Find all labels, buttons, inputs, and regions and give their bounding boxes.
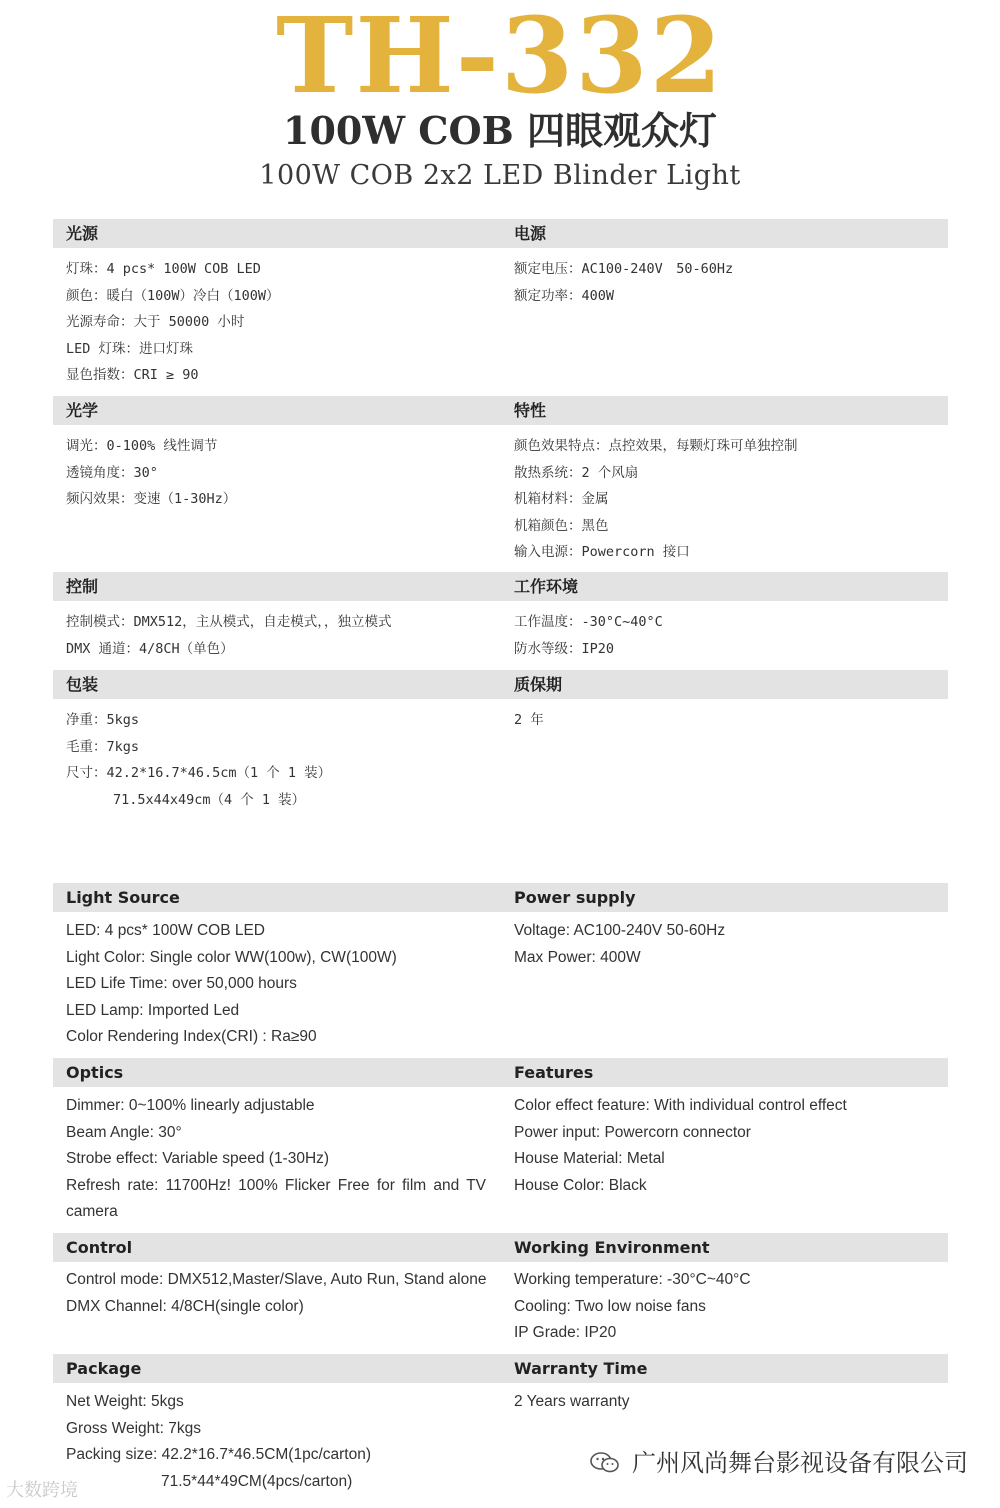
spec-item: IP Grade: IP20 bbox=[514, 1324, 617, 1341]
spec-item: Dimmer: 0~100% linearly adjustable bbox=[66, 1097, 315, 1114]
section-title: 质保期 bbox=[514, 675, 563, 694]
spec-item: 颜色效果特点：点控效果，每颗灯珠可单独控制 bbox=[514, 438, 798, 454]
section-header-light-source-power-en bbox=[53, 883, 948, 912]
wechat-icon bbox=[590, 1452, 626, 1476]
spec-item: 71.5x44x49cm（4 个 1 装） bbox=[113, 791, 306, 808]
spec-list-light-source-en bbox=[66, 918, 397, 1051]
spec-item: LED Life Time: over 50,000 hours bbox=[66, 975, 297, 992]
section-title: 光源 bbox=[66, 224, 99, 243]
spec-item: 尺寸：42.2*16.7*46.5cm（1 个 1 装） bbox=[66, 765, 332, 782]
spec-item: 机箱材料：金属 bbox=[514, 491, 609, 508]
spec-list-package-cn bbox=[66, 707, 331, 813]
spec-item: Color effect feature: With individual control effect bbox=[514, 1097, 847, 1114]
section-title: Optics bbox=[66, 1063, 124, 1082]
spec-list-warranty-en bbox=[514, 1389, 629, 1416]
spec-list-control-cn bbox=[66, 609, 392, 662]
spec-item: Control mode: DMX512,Master/Slave, Auto Run, Stand alone bbox=[66, 1271, 487, 1288]
section-title: Control bbox=[66, 1238, 133, 1257]
spec-list-warranty-cn bbox=[514, 707, 544, 734]
spec-item: 显色指数：CRI ≥ 90 bbox=[66, 367, 199, 384]
spec-item: Packing size: 42.2*16.7*46.5CM(1pc/carton) bbox=[66, 1446, 371, 1463]
spec-list-environment-cn bbox=[514, 609, 663, 662]
spec-item: DMX 通道：4/8CH（单色） bbox=[66, 640, 234, 657]
spec-list-power-cn bbox=[514, 256, 733, 309]
spec-item: 2 年 bbox=[514, 712, 544, 728]
spec-item: Max Power: 400W bbox=[514, 948, 641, 966]
section-title: 控制 bbox=[66, 577, 99, 596]
spec-item: 控制模式：DMX512，主从模式，自走模式，，独立模式 bbox=[66, 614, 392, 630]
spec-item: LED 灯珠：进口灯珠 bbox=[66, 340, 194, 357]
section-title: 特性 bbox=[514, 401, 547, 420]
section-title: 光学 bbox=[66, 401, 99, 420]
spec-item: 调光：0-100% 线性调节 bbox=[66, 438, 218, 454]
section-header-optics-features-en bbox=[53, 1058, 948, 1087]
spec-item: 灯珠：4 pcs* 100W COB LED bbox=[66, 261, 261, 277]
company-footer bbox=[590, 1448, 968, 1479]
section-title: Working Environment bbox=[514, 1238, 710, 1257]
spec-item: Gross Weight: 7kgs bbox=[66, 1419, 201, 1437]
spec-item: Working temperature: -30°C~40°C bbox=[514, 1271, 751, 1288]
section-header-package-warranty-en bbox=[53, 1354, 948, 1383]
product-title-en: 100W COB 2x2 LED Blinder Light bbox=[259, 160, 741, 191]
spec-item: 频闪效果：变速（1-30Hz） bbox=[66, 491, 237, 508]
spec-item: Strobe effect: Variable speed (1-30Hz) bbox=[66, 1150, 330, 1167]
spec-item: Power input: Powercorn connector bbox=[514, 1123, 751, 1141]
section-title: Power supply bbox=[514, 888, 636, 907]
spec-item: Light Color: Single color WW(100w), CW(100W) bbox=[66, 948, 397, 966]
spec-list-package-en bbox=[66, 1389, 371, 1495]
spec-item: DMX Channel: 4/8CH(single color) bbox=[66, 1297, 304, 1315]
spec-item: camera bbox=[66, 1203, 118, 1220]
section-title: 包装 bbox=[66, 675, 99, 694]
section-title: Light Source bbox=[66, 888, 180, 907]
spec-item: LED: 4 pcs* 100W COB LED bbox=[66, 922, 265, 939]
section-title: Features bbox=[514, 1063, 594, 1082]
spec-item: 工作温度：-30°C~40°C bbox=[514, 614, 663, 630]
spec-list-optics-en bbox=[66, 1093, 486, 1226]
spec-item: Net Weight: 5kgs bbox=[66, 1393, 184, 1410]
section-title: Package bbox=[66, 1359, 142, 1378]
section-header-optics-features-cn bbox=[53, 396, 948, 425]
spec-item: LED Lamp: Imported Led bbox=[66, 1001, 240, 1019]
spec-item: 71.5*44*49CM(4pcs/carton) bbox=[161, 1472, 353, 1490]
spec-item: 2 Years warranty bbox=[514, 1393, 630, 1410]
spec-item: 输入电源：Powercorn 接口 bbox=[514, 544, 690, 561]
spec-item: Voltage: AC100-240V 50-60Hz bbox=[514, 922, 726, 939]
spec-item: Beam Angle: 30° bbox=[66, 1123, 182, 1141]
spec-item: House Color: Black bbox=[514, 1176, 647, 1194]
company-name: 广州风尚舞台影视设备有限公司 bbox=[632, 1449, 968, 1477]
section-header-package-warranty-cn bbox=[53, 670, 948, 699]
model-number: TH-332 bbox=[276, 0, 724, 117]
spec-item: 机箱颜色：黑色 bbox=[514, 517, 609, 534]
spec-list-optics-cn bbox=[66, 433, 236, 513]
spec-item: 净重：5kgs bbox=[66, 712, 140, 728]
spec-list-power-en bbox=[514, 918, 725, 971]
spec-item: 散热系统：2 个风扇 bbox=[514, 464, 639, 481]
spec-list-features-cn bbox=[514, 433, 798, 566]
spec-item: Refresh rate: 11700Hz! 100% Flicker Free for film and TV bbox=[66, 1176, 486, 1194]
spec-item: 额定电压：AC100-240V 50-60Hz bbox=[514, 261, 734, 277]
section-header-control-environment-cn bbox=[53, 572, 948, 601]
spec-item: 毛重：7kgs bbox=[66, 738, 140, 755]
spec-item: 颜色：暖白（100W）冷白（100W） bbox=[66, 287, 280, 304]
section-header-control-environment-en bbox=[53, 1233, 948, 1262]
section-header-light-source-power-cn bbox=[53, 219, 948, 248]
spec-list-environment-en bbox=[514, 1267, 751, 1347]
spec-item: Cooling: Two low noise fans bbox=[514, 1297, 706, 1315]
spec-item: 额定功率：400W bbox=[514, 287, 615, 304]
spec-item: 光源寿命：大于 50000 小时 bbox=[66, 314, 245, 331]
watermark: 大数跨境 bbox=[6, 1480, 78, 1501]
spec-list-control-en bbox=[66, 1267, 486, 1320]
spec-list-features-en bbox=[514, 1093, 847, 1199]
product-title-cn: 100W COB 四眼观众灯 bbox=[283, 108, 717, 153]
spec-item: 透镜角度：30° bbox=[66, 464, 158, 481]
spec-item: 防水等级：IP20 bbox=[514, 640, 615, 657]
section-title: Warranty Time bbox=[514, 1359, 648, 1378]
spec-list-light-source-cn bbox=[66, 256, 280, 389]
spec-item: Color Rendering Index(CRI) : Ra≥90 bbox=[66, 1028, 317, 1045]
spec-item: House Material: Metal bbox=[514, 1150, 665, 1167]
section-title: 电源 bbox=[514, 224, 547, 243]
section-title: 工作环境 bbox=[514, 577, 579, 596]
